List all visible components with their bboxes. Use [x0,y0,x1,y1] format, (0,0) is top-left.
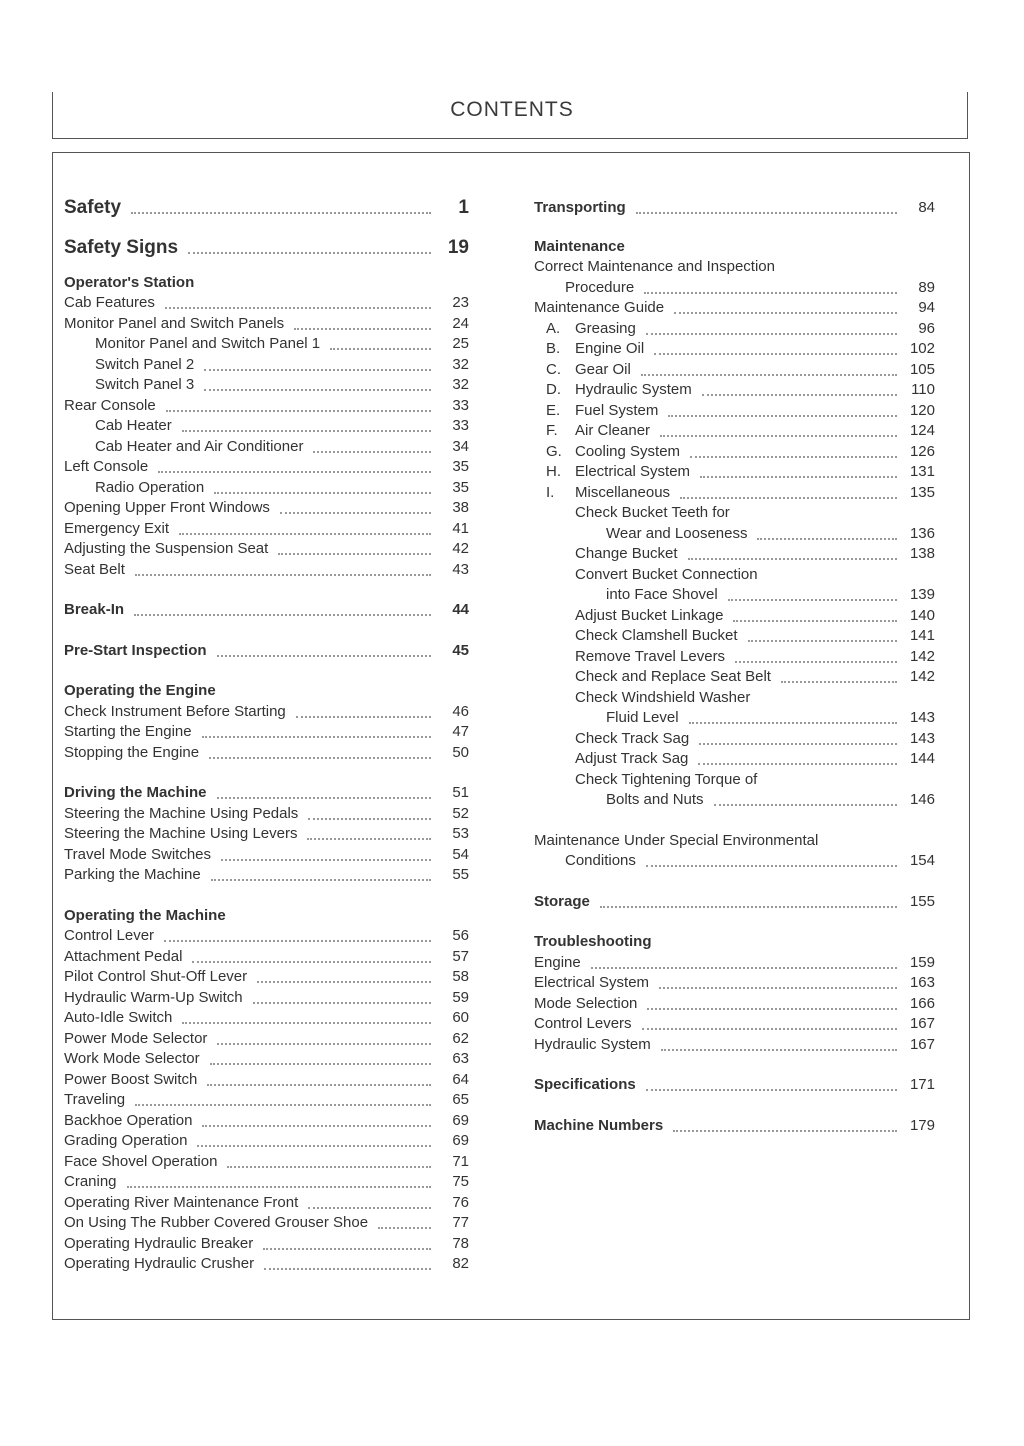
toc-entry-safety[interactable] [64,190,469,218]
toc-entry[interactable]: Fluid Level 143 [606,709,935,726]
toc-entry[interactable]: Control Levers 167 [534,1015,935,1032]
toc-entry-text: Check Tightening Torque of [575,770,758,788]
toc-entry[interactable]: C. Gear Oil 105 [546,360,935,378]
toc-entry[interactable]: Starting the Engine 47 [64,723,469,740]
section-heading: Maintenance [534,237,625,255]
section-operating-machine [64,905,469,1274]
toc-entry[interactable]: Power Boost Switch 64 [64,1070,469,1088]
toc-entry[interactable]: Remove Travel Levers 142 [575,647,935,665]
toc-entry-text: Check Bucket Teeth for [575,504,730,521]
toc-entry[interactable]: Hydraulic Warm-Up Switch 59 [64,988,469,1006]
toc-entry[interactable]: Operating River Maintenance Front 76 [64,1193,469,1211]
toc-entry[interactable]: Mode Selection 166 [534,994,935,1012]
entry-label: Safety [64,197,122,218]
toc-entry[interactable]: Monitor Panel and Switch Panels 24 [64,314,469,332]
toc-entry[interactable]: Parking the Machine 55 [64,866,469,883]
section-maintenance [534,236,935,810]
toc-entry-transporting[interactable]: Transporting 84 [534,199,935,216]
toc-entry[interactable]: Operating Hydraulic Crusher 82 [64,1255,469,1272]
toc-entry[interactable]: Seat Belt 43 [64,560,469,578]
toc-entry[interactable]: Adjusting the Suspension Seat 42 [64,540,469,557]
toc-entry[interactable]: Adjust Bucket Linkage 140 [575,606,935,624]
toc-entry[interactable]: Adjust Track Sag 144 [575,750,935,767]
toc-entry[interactable]: On Using The Rubber Covered Grouser Shoe 77 [64,1214,469,1231]
toc-entry-prestart[interactable]: Pre-Start Inspection 45 [64,641,469,659]
toc-entry[interactable]: Check and Replace Seat Belt 142 [575,668,935,685]
toc-entry[interactable]: Left Console 35 [64,458,469,475]
section-heading: Troubleshooting [534,933,652,950]
toc-entry[interactable]: H. Electrical System 131 [546,463,935,480]
toc-entry[interactable]: A. Greasing 96 [546,319,935,337]
toc-entry[interactable]: Cab Features 23 [64,294,469,311]
entry-label: Safety Signs [64,237,179,258]
section-driving [64,783,469,886]
toc-entry[interactable]: into Face Shovel 139 [606,586,935,603]
toc-entry-text: Correct Maintenance and Inspection [534,258,775,275]
toc-entry[interactable]: Cab Heater and Air Conditioner 34 [95,437,469,455]
toc-entry-text: Check Windshield Washer [575,688,751,706]
toc-entry-text: Maintenance Under Special Environmental [534,831,819,849]
toc-entry[interactable]: Face Shovel Operation 71 [64,1152,469,1170]
toc-entry-driving[interactable]: Driving the Machine 51 [64,784,469,801]
section-troubleshooting [534,932,935,1055]
toc-entry[interactable]: Steering the Machine Using Pedals 52 [64,804,469,822]
toc-entry[interactable]: Craning 75 [64,1173,469,1190]
toc-entry[interactable]: Steering the Machine Using Levers 53 [64,825,469,842]
toc-entry[interactable]: Change Bucket 138 [575,545,935,562]
toc-entry[interactable]: Switch Panel 2 32 [95,355,469,373]
toc-entry[interactable]: Grading Operation 69 [64,1132,469,1149]
toc-entry[interactable]: Rear Console 33 [64,396,469,414]
toc-entry-break-in[interactable]: Break-In 44 [64,601,469,618]
right-column [534,190,935,1156]
toc-entry[interactable]: Auto-Idle Switch 60 [64,1009,469,1026]
toc-entry[interactable]: Check Instrument Before Starting 46 [64,702,469,720]
toc-entry[interactable]: Monitor Panel and Switch Panel 1 25 [95,335,469,352]
page-title: CONTENTS [450,98,574,121]
toc-entry[interactable]: Wear and Looseness 136 [606,524,935,542]
toc-entry[interactable]: Hydraulic System 167 [534,1035,935,1053]
toc-entry[interactable]: Operating Hydraulic Breaker 78 [64,1234,469,1252]
section-special-env [534,830,935,871]
entry-page: 19 [447,237,469,258]
toc-entry[interactable]: Opening Upper Front Windows 38 [64,499,469,516]
left-column [64,190,469,1294]
toc-entry[interactable]: Check Clamshell Bucket 141 [575,627,935,644]
toc-entry[interactable]: Stopping the Engine 50 [64,743,469,761]
toc-entry[interactable]: Work Mode Selector 63 [64,1050,469,1067]
toc-entry-text: Convert Bucket Connection [575,565,758,583]
toc-entry[interactable]: Emergency Exit 41 [64,519,469,537]
toc-entry[interactable]: Traveling 65 [64,1091,469,1108]
toc-entry[interactable]: Radio Operation 35 [95,478,469,496]
toc-entry[interactable]: D. Hydraulic System 110 [546,381,935,398]
toc-entry[interactable]: Power Mode Selector 62 [64,1029,469,1047]
section-operating-engine [64,681,469,763]
toc-entry[interactable]: Conditions 154 [565,852,935,869]
toc-entry[interactable]: Pilot Control Shut-Off Lever 58 [64,968,469,985]
section-operators-station [64,272,469,580]
toc-entry[interactable]: E. Fuel System 120 [546,401,935,419]
section-heading: Operator's Station [64,273,195,291]
toc-entry[interactable]: B. Engine Oil 102 [546,340,935,357]
entry-page: 1 [458,197,469,218]
toc-entry-safety-signs[interactable] [64,230,469,258]
toc-entry[interactable]: Bolts and Nuts 146 [606,791,935,808]
toc-entry[interactable]: Engine 159 [534,953,935,971]
section-heading: Operating the Engine [64,682,216,699]
toc-entry-specifications[interactable]: Specifications 171 [534,1076,935,1093]
toc-entry[interactable]: Maintenance Guide 94 [534,299,935,316]
toc-entry[interactable]: Backhoe Operation 69 [64,1111,469,1129]
toc-entry[interactable]: Electrical System 163 [534,974,935,991]
toc-entry[interactable]: Attachment Pedal 57 [64,947,469,965]
toc-entry[interactable]: Switch Panel 3 32 [95,376,469,393]
toc-entry[interactable]: Procedure 89 [565,278,935,296]
toc-entry[interactable]: Cab Heater 33 [95,417,469,434]
toc-entry[interactable]: F. Air Cleaner 124 [546,422,935,439]
toc-entry[interactable]: Travel Mode Switches 54 [64,845,469,863]
toc-entry-machine-numbers[interactable]: Machine Numbers 179 [534,1116,935,1134]
toc-entry-storage[interactable]: Storage 155 [534,892,935,910]
toc-entry[interactable]: Control Lever 56 [64,927,469,944]
toc-entry[interactable]: Check Track Sag 143 [575,729,935,747]
toc-entry[interactable]: I. Miscellaneous 135 [546,483,935,501]
toc-entry[interactable]: G. Cooling System 126 [546,442,935,460]
section-heading: Operating the Machine [64,906,226,924]
